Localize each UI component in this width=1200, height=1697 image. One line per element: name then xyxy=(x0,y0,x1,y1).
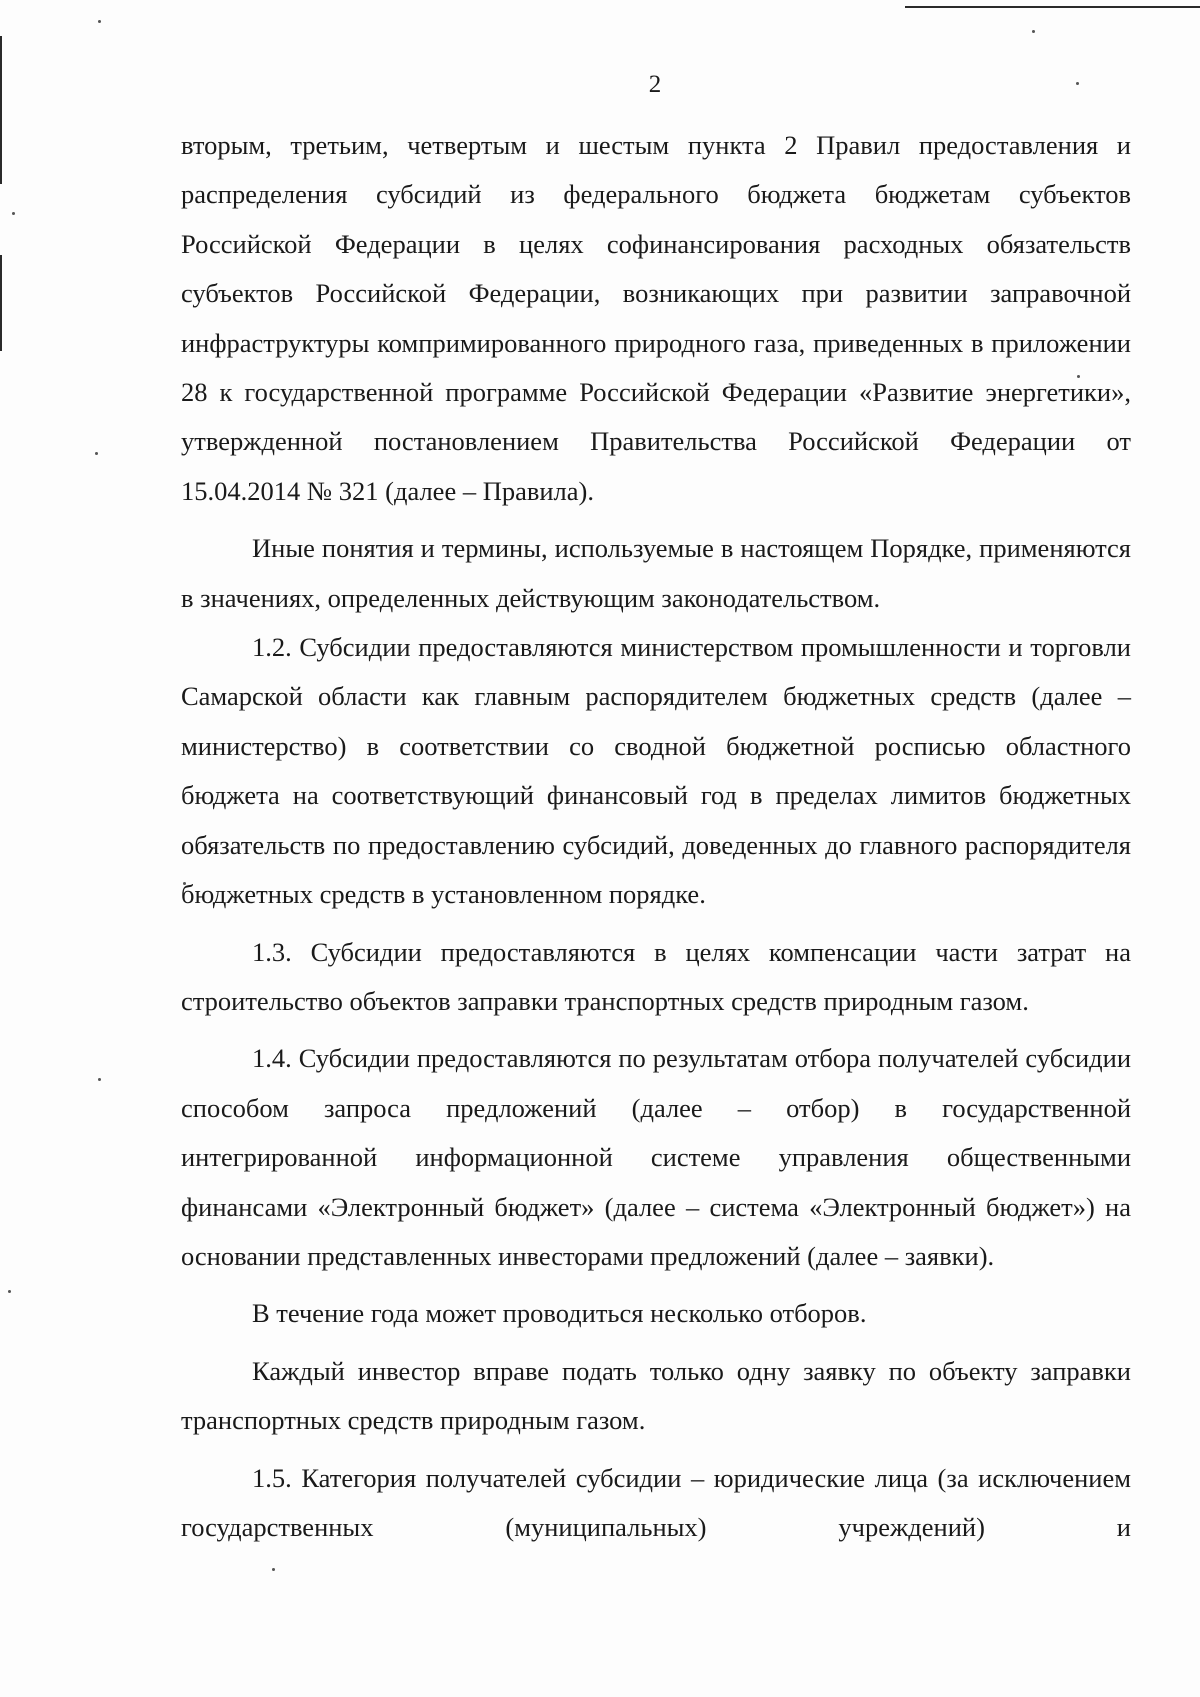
paragraph-one-application: Каждый инвестор вправе подать только одну заявку по объекту заправки транспортных средств природным газом. xyxy=(181,1355,1131,1436)
paragraph-clause-1-4: 1.4. Субсидии предоставляются по результатам отбора получателей субсидии способом запроса предложений (далее – отбор) в государственной интегрированной информационной системе управления общественными финансами «Электронный бюджет» (далее – система «Электронный бюджет») на основании представленных инвесторами предложений (далее – заявки). xyxy=(181,1043,1131,1271)
top-border-rule xyxy=(905,6,1200,8)
paragraph-several-selections: В течение года может проводиться несколько отборов. xyxy=(252,1298,867,1329)
scan-speck xyxy=(8,1290,11,1293)
scan-margin-mark xyxy=(0,36,2,184)
scan-speck xyxy=(272,1568,275,1571)
paragraph-clause-1-5: 1.5. Категория получателей субсидии – юридические лица (за исключением государственных (муниципальных) учреждений) и xyxy=(181,1462,1131,1542)
document-body xyxy=(181,121,1131,1552)
scan-speck xyxy=(1032,30,1035,33)
paragraph-clause-1-2: 1.2. Субсидии предоставляются министерством промышленности и торговли Самарской области как главным распорядителем бюджетных средств (далее – министерство) в соответствии со сводной бюджетной росписью областного бюджета на соответствующий финансовый год в пределах лимитов бюджетных обязательств по предоставлению субсидий, доведенных до главного распорядителя бюджетных средств в установленном порядке. xyxy=(181,632,1131,910)
paragraph-terms: Иные понятия и термины, используемые в настоящем Порядке, применяются в значениях, определенных действующим законодательством. xyxy=(181,533,1131,613)
scan-speck xyxy=(95,452,98,455)
scan-margin-mark xyxy=(0,255,2,351)
page-number: 2 xyxy=(648,71,662,98)
scan-speck xyxy=(98,20,101,23)
scan-speck xyxy=(12,212,15,215)
scan-speck xyxy=(98,1078,101,1081)
paragraph-clause-1-3: 1.3. Субсидии предоставляются в целях компенсации части затрат на строительство объектов заправки транспортных средств природным газом. xyxy=(181,936,1131,1016)
paragraph-intro-continuation: вторым, третьим, четвертым и шестым пункта 2 Правил предоставления и распределения субсидий из федерального бюджета бюджетам субъектов Российской Федерации в целях софинансирования расходных обязательств субъектов Российской Федерации, возникающих при развитии заправочной инфраструктуры компримированного природного газа, приведенных в приложении 28 к государственной программе Российской Федерации «Развитие энергетики», утвержденной постановлением Правительства Российской Федерации от 15.04.2014 № 321 (далее – Правила). xyxy=(181,130,1131,506)
